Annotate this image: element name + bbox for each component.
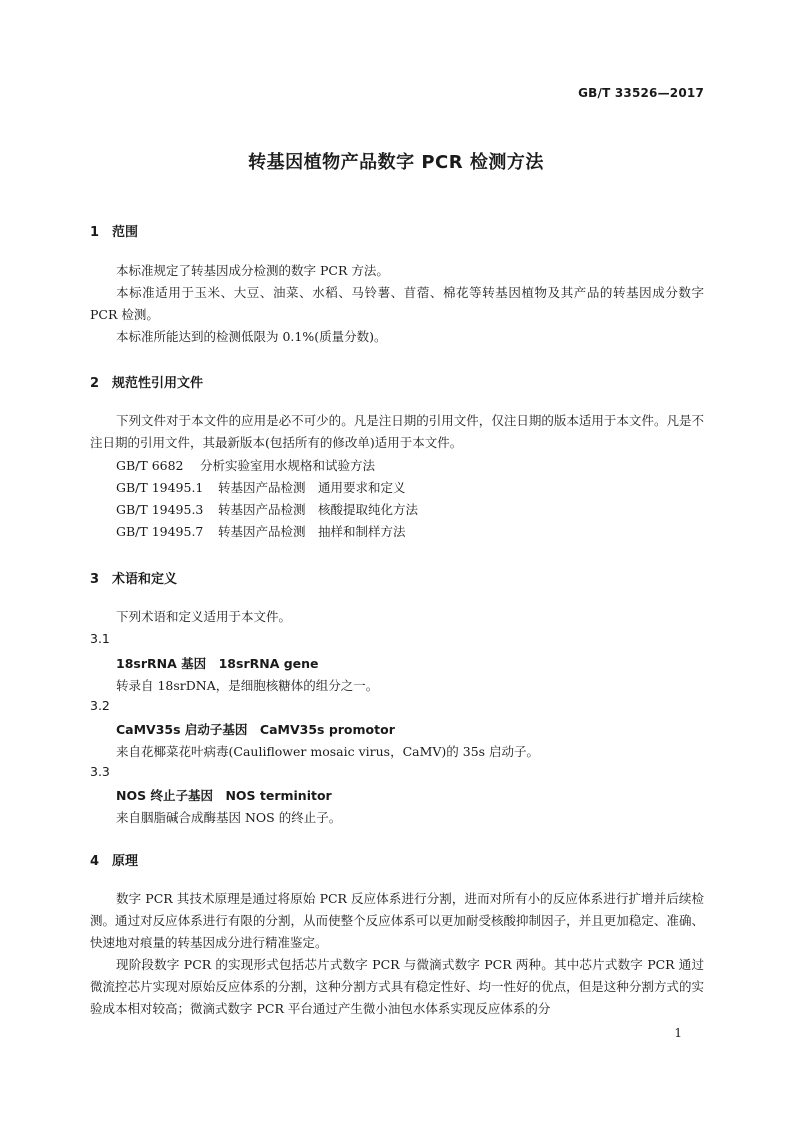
section-2-heading	[90, 372, 203, 391]
paragraph: 现阶段数字 PCR 的实现形式包括芯片式数字 PCR 与微滴式数字 PCR 两种。其中芯片式数字 PCR 通过微流控芯片实现对原始反应体系的分割，这种分割方式具有稳定性好、均一性好的优点，但是这种分割方式的实验成本相对较高；微滴式数字 PCR 平台通过产生微小油包水体系实现反应体系的分	[90, 957, 704, 1016]
standard-code: GB/T 33526—2017	[578, 86, 704, 100]
reference-item	[116, 478, 406, 496]
reference-code: GB/T 19495.7	[116, 524, 204, 539]
paragraph: 下列文件对于本文件的应用是必不可少的。凡是注日期的引用文件，仅注日期的版本适用于本文件。凡是不注日期的引用文件，其最新版本(包括所有的修改单)适用于本文件。	[90, 413, 704, 450]
term-definition: 来自花椰菜花叶病毒(Cauliflower mosaic virus，CaMV)的 35s 启动子。	[116, 744, 540, 759]
section-number: 1	[90, 225, 100, 240]
paragraph: 数字 PCR 其技术原理是通过将原始 PCR 反应体系进行分割，进而对所有小的反应体系进行扩增并后续检测。通过对反应体系进行有限的分割，从而使整个反应体系可以更加耐受核酸抑制因子，并且更加稳定、准确、快速地对痕量的转基因成分进行精准鉴定。	[90, 891, 704, 950]
term-number: 3.2	[90, 698, 110, 713]
term-name: 18srRNA 基因 18srRNA gene	[116, 656, 319, 671]
term-definition: 来自胭脂碱合成酶基因 NOS 的终止子。	[116, 810, 342, 825]
section-4-heading	[90, 850, 138, 869]
page-number: 1	[674, 1026, 682, 1040]
section-number: 2	[90, 376, 100, 391]
paragraph: 下列术语和定义适用于本文件。	[116, 609, 292, 624]
document-title: 转基因植物产品数字 PCR 检测方法	[248, 152, 544, 173]
reference-name: 转基因产品检测 抽样和制样方法	[218, 524, 406, 539]
term-number: 3.3	[90, 764, 110, 779]
section-title: 原理	[112, 854, 139, 869]
reference-code: GB/T 19495.3	[116, 502, 204, 517]
section-title: 范围	[112, 225, 139, 240]
paragraph: 本标准规定了转基因成分检测的数字 PCR 方法。	[116, 263, 389, 278]
section-number: 4	[90, 854, 100, 869]
paragraph: 本标准所能达到的检测低限为 0.1%(质量分数)。	[116, 329, 387, 344]
paragraph: 本标准适用于玉米、大豆、油菜、水稻、马铃薯、苜蓿、棉花等转基因植物及其产品的转基因成分数字 PCR 检测。	[90, 285, 704, 322]
section-title: 规范性引用文件	[112, 376, 204, 391]
term-number: 3.1	[90, 631, 110, 646]
reference-item	[116, 500, 418, 518]
reference-code: GB/T 19495.1	[116, 480, 204, 495]
reference-name: 转基因产品检测 通用要求和定义	[218, 480, 406, 495]
reference-code: GB/T 6682	[116, 458, 184, 473]
section-title: 术语和定义	[112, 572, 178, 587]
reference-item	[116, 522, 406, 540]
term-name: NOS 终止子基因 NOS terminitor	[116, 788, 332, 803]
reference-name: 转基因产品检测 核酸提取纯化方法	[218, 502, 419, 517]
reference-item	[116, 456, 375, 474]
term-definition: 转录自 18srDNA，是细胞核糖体的组分之一。	[116, 678, 379, 693]
section-1-heading	[90, 221, 138, 240]
term-name: CaMV35s 启动子基因 CaMV35s promotor	[116, 722, 395, 737]
section-number: 3	[90, 572, 100, 587]
reference-name: 分析实验室用水规格和试验方法	[200, 458, 376, 473]
section-3-heading	[90, 568, 177, 587]
